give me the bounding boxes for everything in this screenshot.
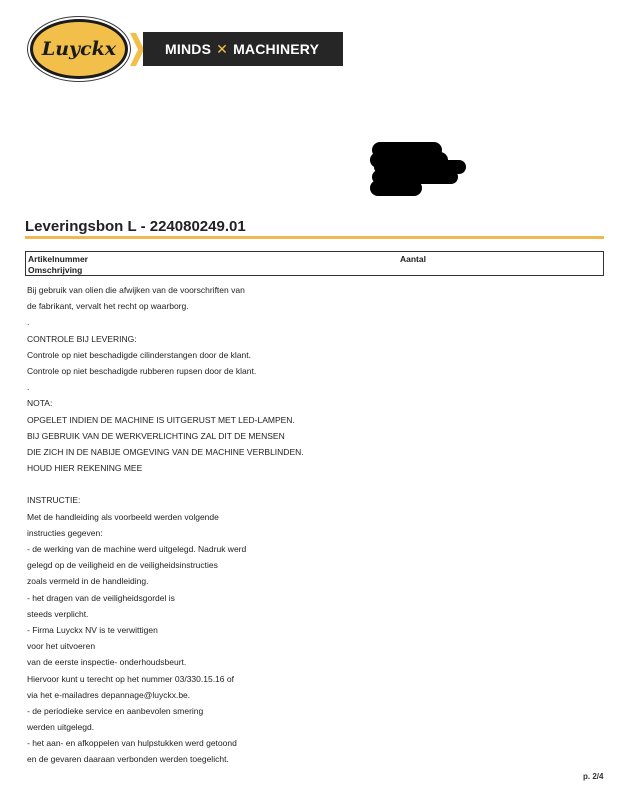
body-line: instructies gegeven:: [27, 527, 103, 538]
body-line: - de periodieke service en aanbevolen smering: [27, 705, 204, 716]
tagline-left: MINDS: [165, 41, 212, 57]
blank-line: [27, 476, 447, 492]
body-line: zoals vermeld in de handleiding.: [27, 576, 149, 587]
body-line: OPGELET INDIEN DE MACHINE IS UITGERUST MET LED-LAMPEN.: [27, 414, 295, 425]
body-line: de fabrikant, vervalt het recht op waarborg.: [27, 301, 189, 312]
body-line: werden uitgelegd.: [27, 722, 95, 733]
body-line: en de gevaren daaraan verbonden werden toegelicht.: [27, 754, 229, 765]
body-line: via het e-mailadres depannage@luyckx.be.: [27, 689, 191, 700]
body-line: - het aan- en afkoppelen van hulpstukken werd getoond: [27, 738, 237, 749]
body-line: Met de handleiding als voorbeeld werden volgende: [27, 511, 219, 522]
body-line: BIJ GEBRUIK VAN DE WERKVERLICHTING ZAL DIT DE MENSEN: [27, 430, 285, 441]
item-table-header: [25, 251, 604, 276]
column-artikelnummer: Artikelnummer: [28, 254, 88, 264]
body-line: .: [27, 317, 30, 328]
redaction-blob: [368, 140, 466, 196]
tagline-banner: [143, 32, 343, 66]
column-aantal: Aantal: [400, 254, 426, 264]
document-body: [27, 282, 447, 768]
body-line: Bij gebruik van olien die afwijken van de voorschriften van: [27, 285, 245, 295]
page-number: p. 2/4: [583, 772, 604, 781]
tagline-x-icon: ✕: [216, 40, 229, 57]
body-line: .: [27, 382, 30, 393]
body-line: DIE ZICH IN DE NABIJE OMGEVING VAN DE MACHINE VERBLINDEN.: [27, 446, 304, 457]
body-line: HOUD HIER REKENING MEE: [27, 463, 143, 474]
section-heading-controle: CONTROLE BIJ LEVERING:: [27, 333, 137, 344]
body-line: - de werking van de machine werd uitgelegd. Nadruk werd: [27, 544, 247, 554]
chevron-icon: [130, 33, 144, 66]
body-line: voor het uitvoeren: [27, 641, 96, 652]
logo-wordmark: Luyckx: [41, 38, 117, 60]
column-omschrijving: Omschrijving: [28, 265, 83, 275]
body-line: - het dragen van de veiligheidsgordel is: [27, 592, 175, 603]
body-line: Controle op niet beschadigde rubberen rupsen door de klant.: [27, 365, 257, 376]
section-heading-instructie: INSTRUCTIE:: [27, 495, 81, 506]
body-line: - Firma Luyckx NV is te verwittigen: [27, 624, 158, 635]
title-divider: [25, 236, 604, 239]
document-title: Leveringsbon L - 224080249.01: [25, 218, 246, 235]
company-logo: [30, 19, 128, 79]
section-heading-nota: NOTA:: [27, 398, 53, 409]
tagline-right: MACHINERY: [233, 41, 320, 57]
body-line: Hiervoor kunt u terecht op het nummer 03/330.15.16 of: [27, 673, 234, 684]
body-line: Controle op niet beschadigde cilinderstangen door de klant.: [27, 349, 251, 360]
body-line: steeds verplicht.: [27, 608, 89, 619]
body-line: van de eerste inspectie- onderhoudsbeurt.: [27, 657, 187, 668]
body-line: gelegd op de veiligheid en de veiligheidsinstructies: [27, 560, 218, 571]
